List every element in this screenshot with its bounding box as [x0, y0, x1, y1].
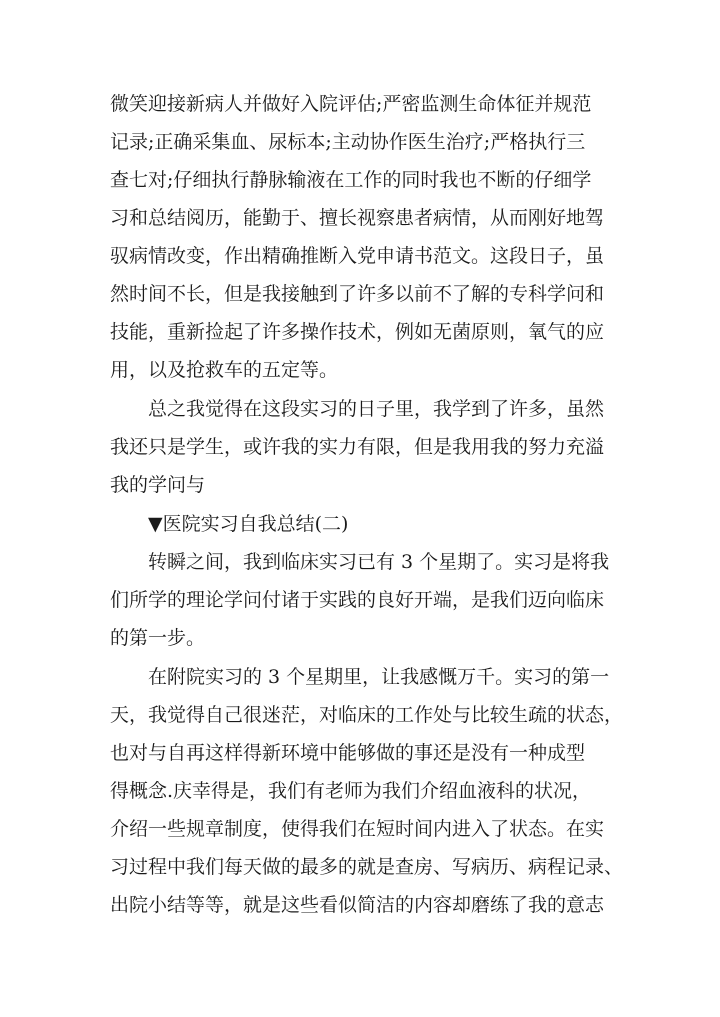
text-line: 我还只是学生，或许我的实力有限，但是我用我的努力充溢: [110, 436, 605, 458]
text-line: 介绍一些规章制度，使得我们在短时间内进入了状态。在实: [110, 818, 605, 840]
text-line: 的第一步。: [110, 627, 206, 649]
section-heading: ▼医院实习自我总结(二): [148, 513, 349, 535]
text-line: 转瞬之间，我到临床实习已有 3 个星期了。实习是将我: [148, 551, 610, 573]
text-line: 微笑迎接新病人并做好入院评估;严密监测生命体征并规范: [110, 93, 592, 115]
text-line: 也对与自再这样得新环境中能够做的事还是没有一种成型: [110, 742, 586, 764]
text-line: 技能，重新捡起了许多操作技术，例如无菌原则，氧气的应: [110, 321, 605, 343]
text-line: 得概念.庆幸得是，我们有老师为我们介绍血液科的状况，: [110, 780, 592, 802]
text-line: 然时间不长，但是我接触到了许多以前不了解的专科学问和: [110, 283, 605, 305]
text-line: 在附院实习的 3 个星期里，让我感慨万千。实习的第一: [148, 666, 610, 688]
text-line: 查七对;仔细执行静脉输液在工作的同时我也不断的仔细学: [110, 169, 592, 191]
text-line: 我的学问与: [110, 474, 206, 496]
text-line: 记录;正确采集血、尿标本;主动协作医生治疗;严格执行三: [110, 131, 586, 153]
text-line: 习和总结阅历，能勤于、擅长视察患者病情，从而刚好地驾: [110, 207, 605, 229]
text-line: 用，以及抢救车的五定等。: [110, 359, 339, 381]
text-line: 们所学的理论学问付诸于实践的良好开端，是我们迈向临床: [110, 589, 605, 611]
text-line: 驭病情改变，作出精确推断入党申请书范文。这段日子，虽: [110, 245, 605, 267]
text-line: 总之我觉得在这段实习的日子里，我学到了许多，虽然: [148, 398, 605, 420]
text-line: 出院小结等等，就是这些看似简洁的内容却磨练了我的意志: [110, 894, 605, 916]
text-line: 天，我觉得自己很迷茫，对临床的工作处与比较生疏的状态，: [110, 704, 624, 726]
text-line: 习过程中我们每天做的最多的就是查房、写病历、病程记录、: [110, 856, 624, 878]
